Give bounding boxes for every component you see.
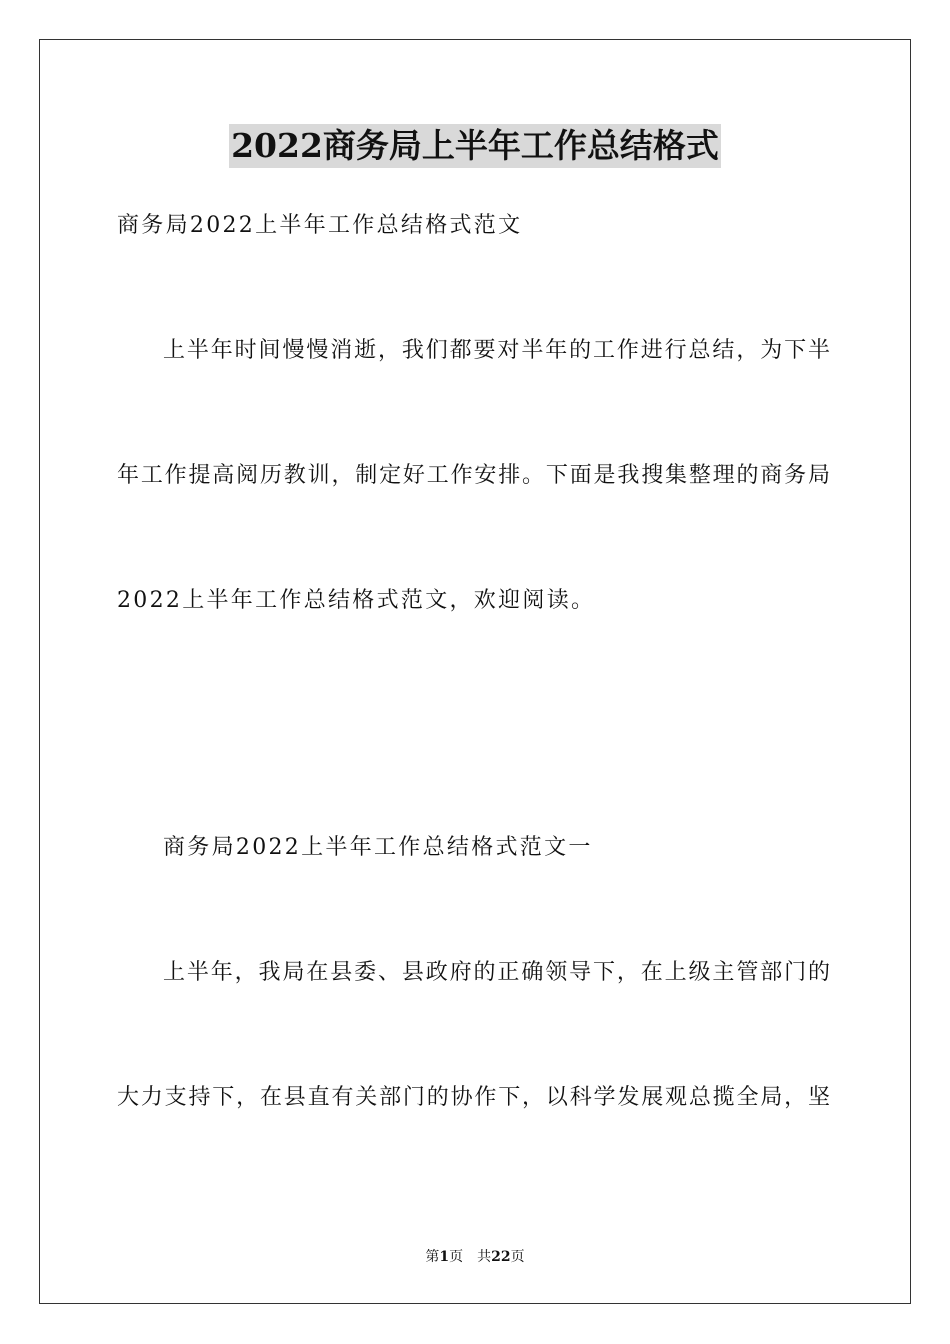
page-footer xyxy=(0,1247,950,1267)
document-title xyxy=(0,124,950,168)
footer-page-total: 22 xyxy=(491,1249,511,1265)
footer-prefix: 第 xyxy=(425,1249,440,1265)
footer-suffix: 页 xyxy=(510,1249,525,1265)
footer-mid: 页 共 xyxy=(449,1249,492,1265)
body-line-2: 大力支持下，在县直有关部门的协作下，以科学发展观总揽全局，坚 xyxy=(117,1085,830,1110)
body-line-1: 上半年，我局在县委、县政府的正确领导下，在上级主管部门的 xyxy=(163,960,830,985)
intro-line-3: 2022上半年工作总结格式范文，欢迎阅读。 xyxy=(117,588,596,613)
section-heading: 商务局2022上半年工作总结格式范文一 xyxy=(163,835,593,860)
intro-line-1: 上半年时间慢慢消逝，我们都要对半年的工作进行总结，为下半 xyxy=(163,338,830,363)
document-title-text: 2022商务局上半年工作总结格式 xyxy=(229,124,721,168)
footer-page-number: 1 xyxy=(439,1249,450,1265)
document-subtitle: 商务局2022上半年工作总结格式范文 xyxy=(117,213,523,238)
intro-line-2: 年工作提高阅历教训，制定好工作安排。下面是我搜集整理的商务局 xyxy=(117,463,830,488)
